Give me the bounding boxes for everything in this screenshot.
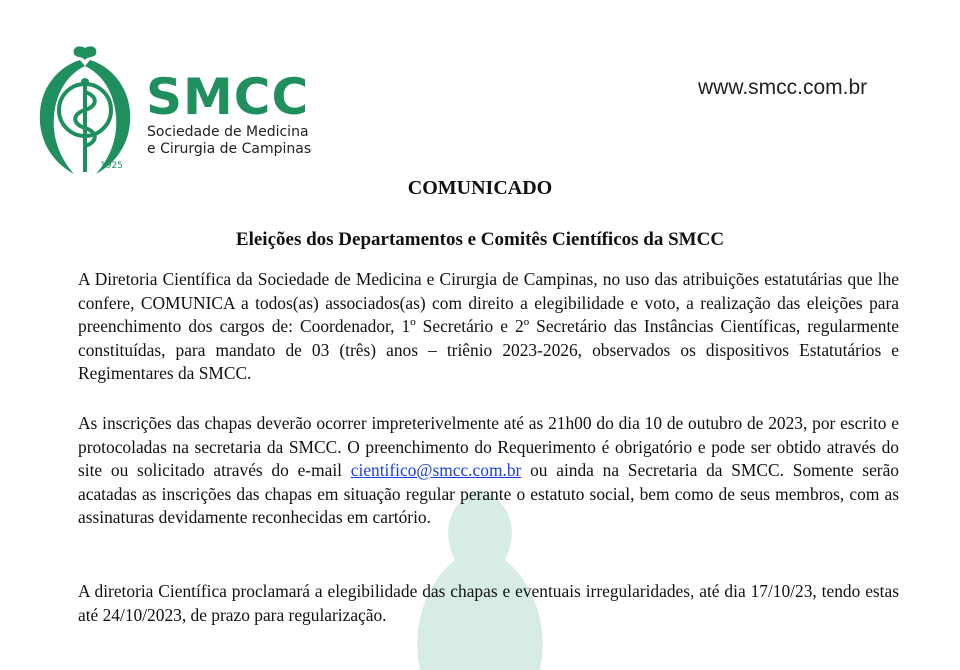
logo-subtitle-line2: e Cirurgia de Campinas bbox=[147, 141, 312, 157]
logo-name: SMCC bbox=[146, 68, 310, 126]
paragraph-2 bbox=[78, 412, 899, 530]
document-subtitle: Eleições dos Departamentos e Comitês Científicos da SMCC bbox=[235, 229, 725, 250]
paragraph-2-text-before: As inscrições das chapas deverão ocorrer impreterivelmente até as 21h00 do dia 10 de outubro de 2023, por escrito e protocoladas na secretaria da SMCC. O preenchimento do Requerimento é obrigatório e pode ser obtido através do site ou solicitado através do e-mail bbox=[78, 413, 899, 481]
document-title: COMUNICADO bbox=[407, 177, 553, 199]
website-url: www.smcc.com.br bbox=[698, 76, 868, 99]
logo-subtitle bbox=[147, 124, 311, 158]
smcc-logo-emblem bbox=[30, 40, 140, 180]
paragraph-2-text-after: ou ainda na Secretaria da SMCC. Somente serão acatadas as inscrições das chapas em situação regular perante o estatuto social, bem como de seus membros, com as assinaturas devidamente reconhecidas em cartório. bbox=[78, 460, 900, 528]
paragraph-3: A diretoria Científica proclamará a elegibilidade das chapas e eventuais irregularidades, até dia 17/10/23, tendo estas até 24/10/2023, de prazo para regularização. bbox=[78, 581, 899, 625]
logo-year: 1925 bbox=[100, 161, 123, 171]
logo-subtitle-line1: Sociedade de Medicina bbox=[147, 124, 309, 140]
email-link[interactable]: cientifico@smcc.com.br bbox=[350, 460, 522, 481]
paragraph-1: A Diretoria Científica da Sociedade de Medicina e Cirurgia de Campinas, no uso das atribuições estatutárias que lhe confere, COMUNICA a todos(as) associados(as) com direito a elegibilidade e voto, a realização das eleições para preenchimento dos cargos de: Coordenador, 1º Secretário e 2º Secretário das Instâncias Científicas, regularmente constituídas, para mandato de 03 (três) anos – triênio 2023-2026, observados os dispositivos Estatutários e Regimentares da SMCC. bbox=[78, 269, 899, 384]
